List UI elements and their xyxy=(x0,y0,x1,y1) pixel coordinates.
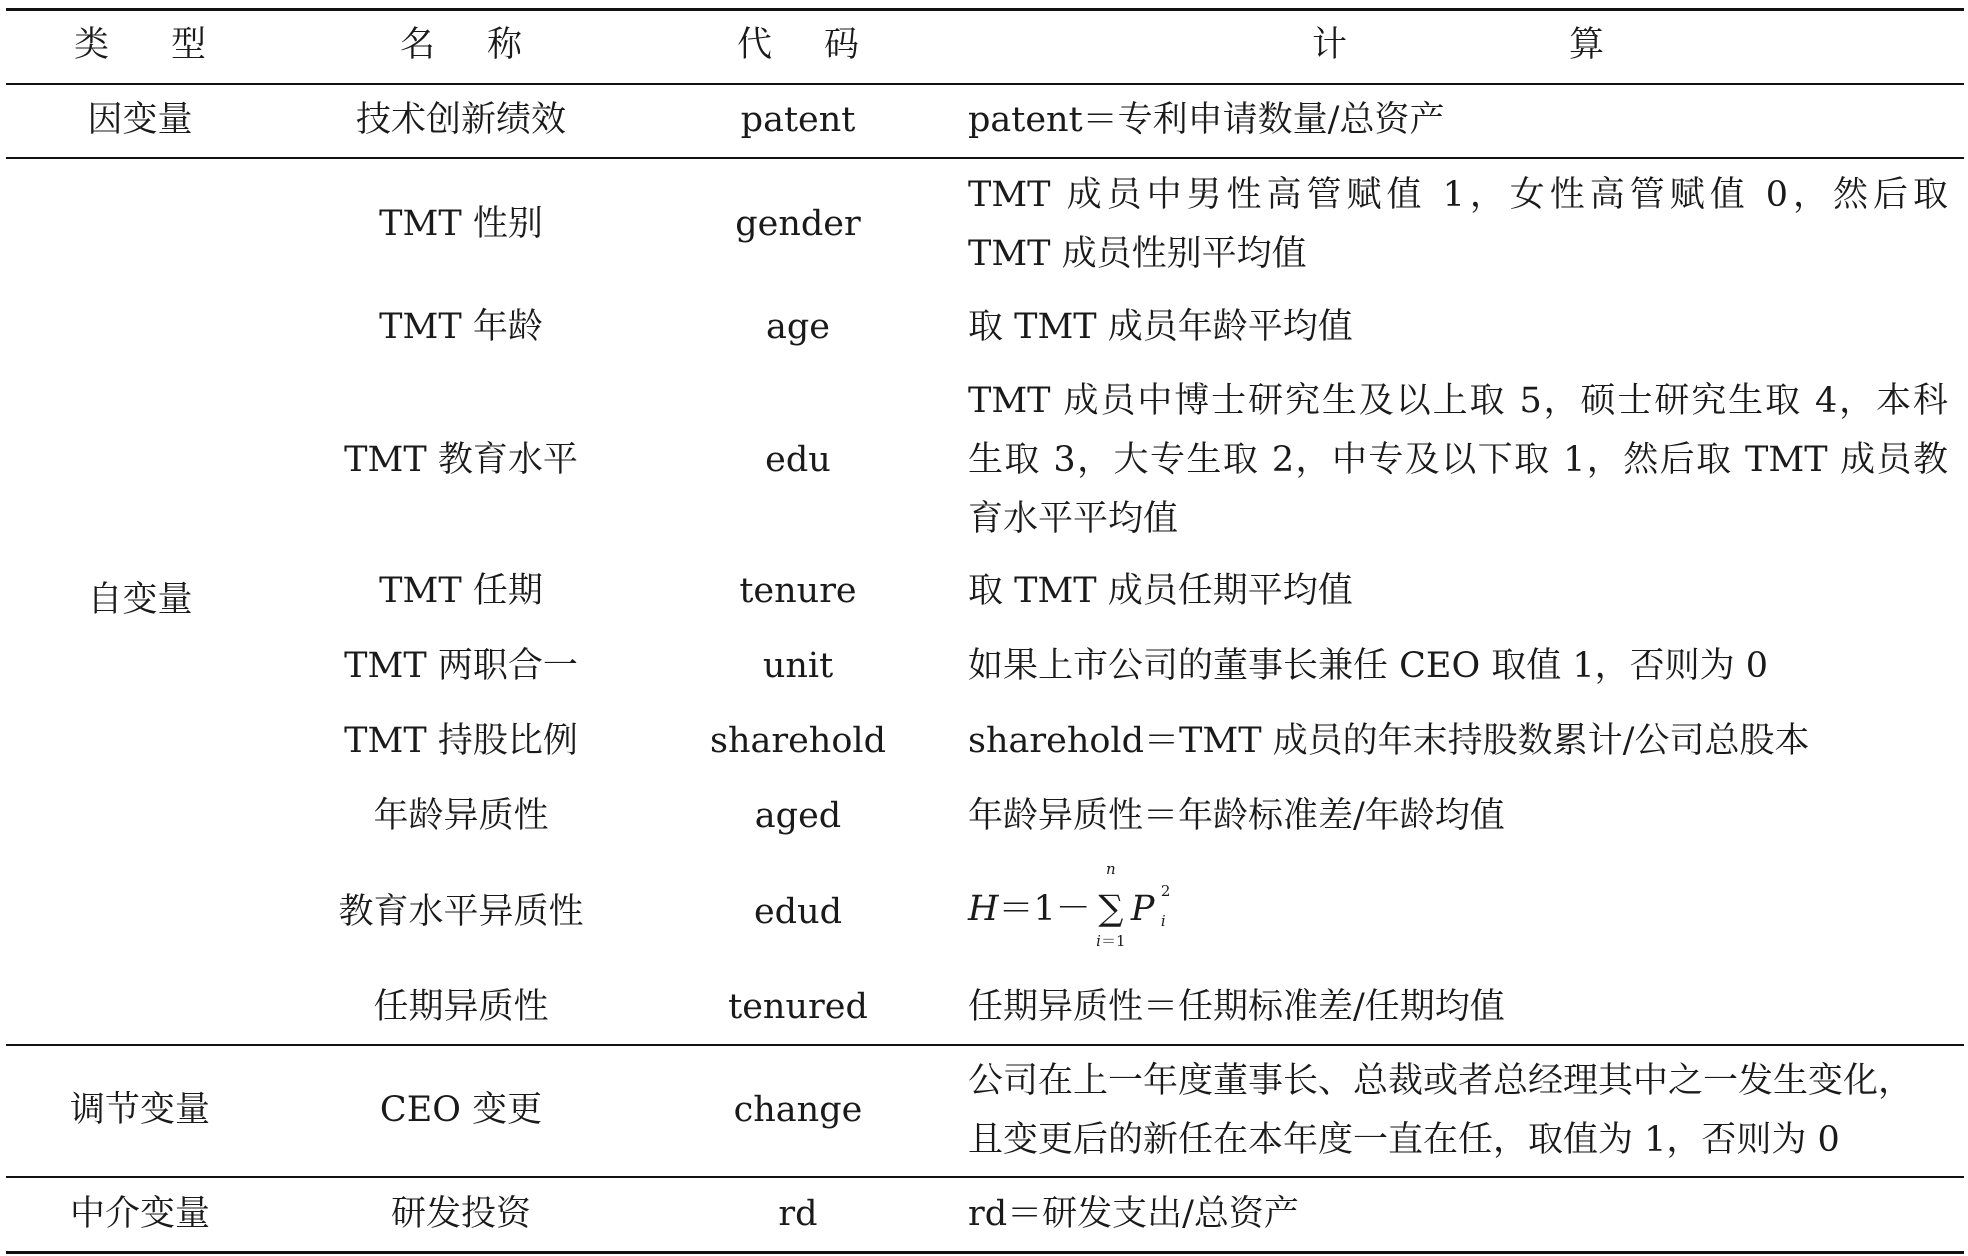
dependent-bottom-rule xyxy=(6,157,1964,159)
row-code: rd xyxy=(778,1194,818,1234)
row-name: 任期异质性 xyxy=(373,987,549,1027)
row-name: TMT 两职合一 xyxy=(344,646,578,686)
row-code: tenured xyxy=(728,987,868,1027)
group-moderator: 调节变量 xyxy=(69,1090,210,1130)
header-calc: 计 算 xyxy=(1311,25,1605,65)
row-name: TMT 持股比例 xyxy=(344,721,578,761)
table-top-rule xyxy=(6,8,1964,11)
row-code: gender xyxy=(735,204,861,244)
row-name: 技术创新绩效 xyxy=(355,100,566,140)
row-calc: patent＝专利申请数量/总资产 xyxy=(968,100,1445,140)
row-calc: rd＝研发支出/总资产 xyxy=(968,1194,1299,1234)
row-name: TMT 任期 xyxy=(379,571,543,611)
row-code: tenure xyxy=(739,571,857,611)
row-calc: 公司在上一年度董事长、总裁或者总经理其中之一发生变化， 且变更后的新任在本年度一直在任，取值为 1，否则为 0 xyxy=(968,1061,1914,1160)
moderator-bottom-rule xyxy=(6,1176,1964,1178)
row-calc: 取 TMT 成员年龄平均值 xyxy=(968,307,1353,347)
independent-bottom-rule xyxy=(6,1044,1964,1046)
header-name: 名 称 xyxy=(399,25,523,65)
row-calc: TMT 成员中博士研究生及以上取 5，硕士研究生取 4，本科 生取 3，大专生取 2，中专及以下取 1，然后取 TMT 成员教 育水平平均值 xyxy=(968,381,1948,539)
header-type: 类 型 xyxy=(73,25,207,65)
row-code: sharehold xyxy=(709,721,887,761)
row-name: TMT 性别 xyxy=(379,204,543,244)
row-code: edu xyxy=(765,440,831,480)
row-calc: 如果上市公司的董事长兼任 CEO 取值 1，否则为 0 xyxy=(968,646,1769,686)
row-name: TMT 教育水平 xyxy=(344,440,578,480)
row-code: edud xyxy=(753,892,843,932)
row-name: TMT 年龄 xyxy=(379,307,543,347)
row-code: unit xyxy=(762,646,834,686)
row-calc: 取 TMT 成员任期平均值 xyxy=(968,571,1353,611)
row-name: CEO 变更 xyxy=(379,1090,543,1130)
row-calc: 年龄异质性＝年龄标准差/年龄均值 xyxy=(968,796,1505,836)
group-dependent: 因变量 xyxy=(87,100,193,140)
row-name: 教育水平异质性 xyxy=(338,892,584,932)
header-bottom-rule xyxy=(6,83,1964,85)
header-code: 代 码 xyxy=(736,25,860,65)
row-code: age xyxy=(766,307,830,347)
row-calc: sharehold＝TMT 成员的年末持股数累计/公司总股本 xyxy=(968,721,1810,761)
table-bottom-rule xyxy=(6,1251,1964,1254)
group-independent: 自变量 xyxy=(87,580,193,620)
row-code: change xyxy=(733,1090,863,1130)
row-name: 年龄异质性 xyxy=(373,796,549,836)
heterogeneity-formula: H＝1－ n ∑ i＝1 P 2 i xyxy=(968,860,1171,950)
row-calc: 任期异质性＝任期标准差/任期均值 xyxy=(968,987,1505,1027)
row-calc: TMT 成员中男性高管赋值 1，女性高管赋值 0，然后取 TMT 成员性别平均值 xyxy=(968,175,1948,274)
sum-symbol: n ∑ i＝1 xyxy=(1096,860,1126,950)
group-mediator: 中介变量 xyxy=(69,1194,210,1234)
row-code: aged xyxy=(754,796,842,836)
row-code: patent xyxy=(740,100,856,140)
row-name: 研发投资 xyxy=(390,1194,531,1234)
